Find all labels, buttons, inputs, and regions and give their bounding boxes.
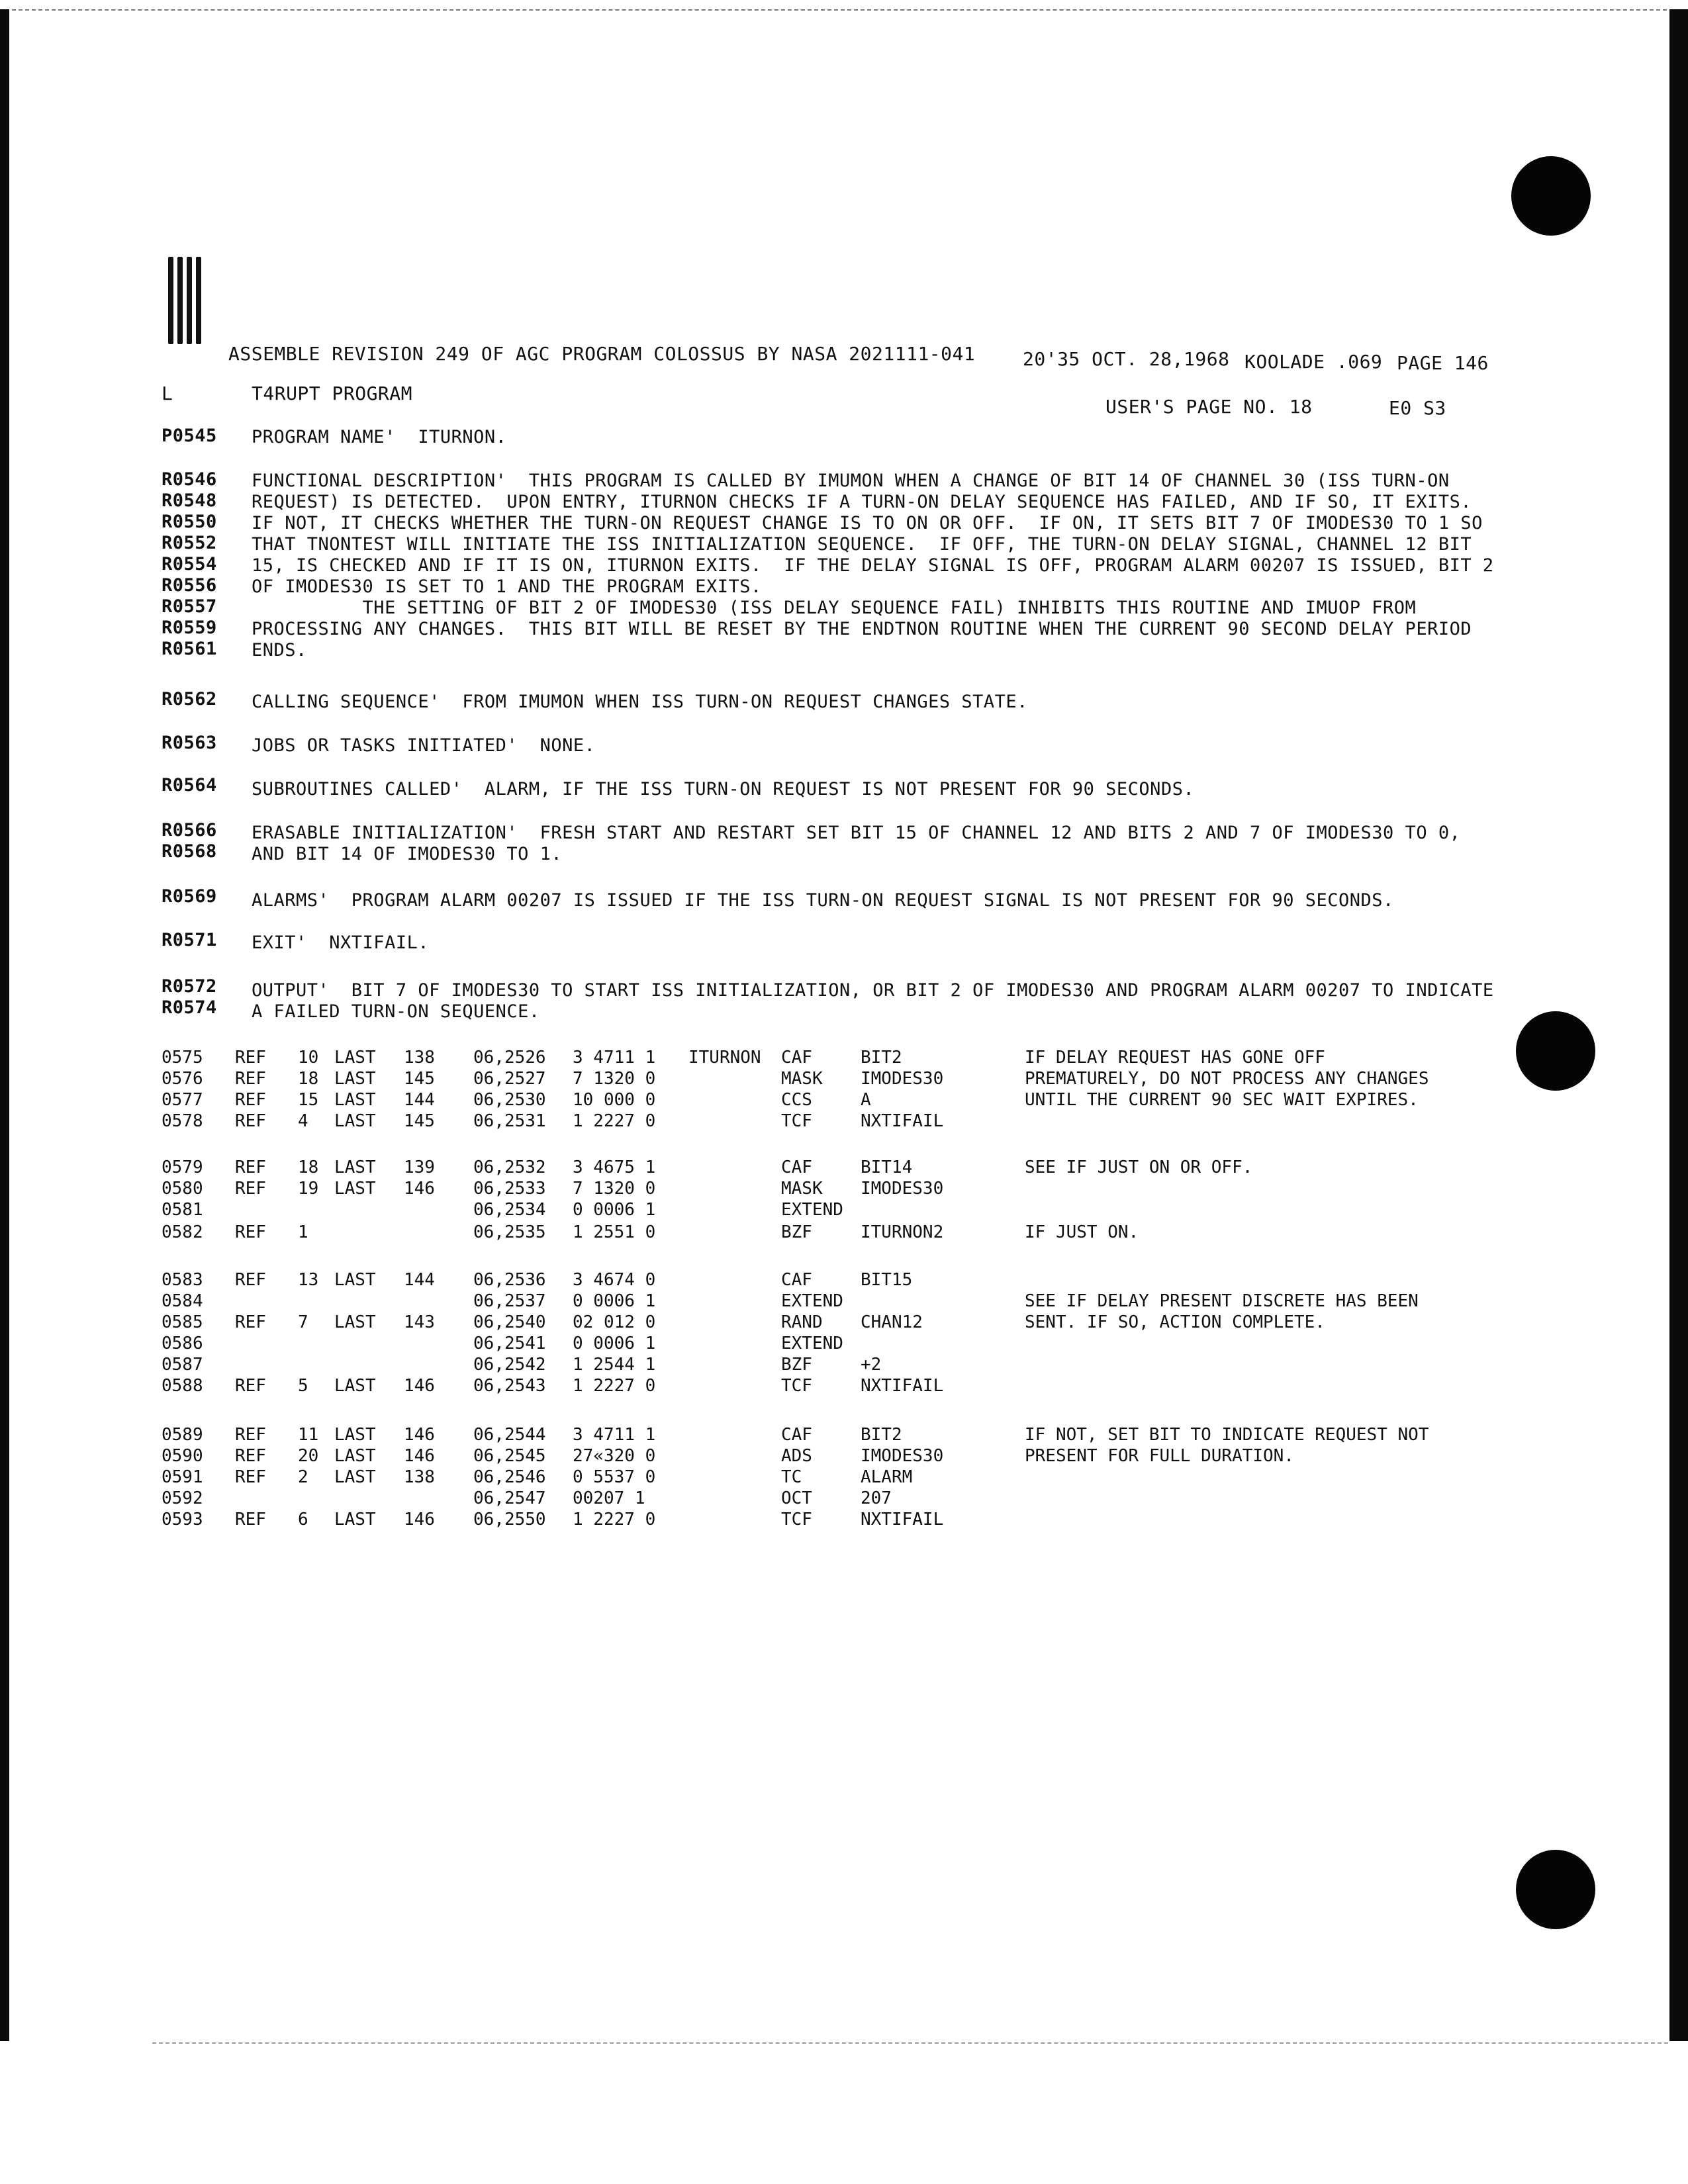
operand: +2 xyxy=(861,1355,882,1375)
octal-word: 1 2227 0 xyxy=(573,1111,656,1131)
opcode: OCT xyxy=(781,1488,812,1508)
description-line: THAT TNONTEST WILL INITIATE THE ISS INITIALIZATION SEQUENCE. IF OFF, THE TURN-ON DELAY SIGNAL, CHANNEL 12 BIT xyxy=(252,534,1472,555)
address: 06,2533 xyxy=(473,1179,546,1199)
ref-marker: REF xyxy=(235,1090,266,1110)
octal-word: 3 4711 1 xyxy=(573,1048,656,1068)
description-line: JOBS OR TASKS INITIATED' NONE. xyxy=(252,735,596,756)
code-comment: SEE IF JUST ON OR OFF. xyxy=(1025,1158,1253,1177)
last-marker: LAST xyxy=(334,1048,376,1068)
description-line: OF IMODES30 IS SET TO 1 AND THE PROGRAM EXITS. xyxy=(252,576,762,597)
opcode: CAF xyxy=(781,1048,812,1068)
last-marker: LAST xyxy=(334,1467,376,1487)
ref-marker: REF xyxy=(235,1048,266,1068)
last-marker: LAST xyxy=(334,1446,376,1466)
octal-word: 02 012 0 xyxy=(573,1312,656,1332)
line-id: R0568 xyxy=(162,841,217,862)
octal-word: 0 5537 0 xyxy=(573,1467,656,1487)
octal-word: 3 4675 1 xyxy=(573,1158,656,1177)
last-marker: LAST xyxy=(334,1510,376,1529)
ref-marker: REF xyxy=(235,1179,266,1199)
line-id: R0561 xyxy=(162,639,217,659)
address: 06,2540 xyxy=(473,1312,546,1332)
last-page: 139 xyxy=(404,1158,435,1177)
line-id: R0562 xyxy=(162,689,217,709)
address: 06,2543 xyxy=(473,1376,546,1396)
ref-marker: REF xyxy=(235,1158,266,1177)
punch-hole-bottom xyxy=(1516,1850,1595,1929)
operand: A xyxy=(861,1090,871,1110)
code-line-number: 0577 xyxy=(162,1090,203,1110)
last-marker: LAST xyxy=(334,1425,376,1445)
last-page: 144 xyxy=(404,1090,435,1110)
koolade-version: KOOLADE .069 xyxy=(1244,351,1383,373)
code-line-number: 0588 xyxy=(162,1376,203,1396)
description-line: PROCESSING ANY CHANGES. THIS BIT WILL BE RESET BY THE ENDTNON ROUTINE WHEN THE CURRENT 90 SECOND DELAY PERIOD xyxy=(252,619,1472,639)
octal-word: 1 2544 1 xyxy=(573,1355,656,1375)
punch-hole-top xyxy=(1511,156,1591,236)
ref-marker: REF xyxy=(235,1510,266,1529)
octal-word: 7 1320 0 xyxy=(573,1069,656,1089)
punch-hole-middle xyxy=(1516,1011,1595,1091)
description-line: THE SETTING OF BIT 2 OF IMODES30 (ISS DELAY SEQUENCE FAIL) INHIBITS THIS ROUTINE AND IMUOP FROM xyxy=(252,598,1417,618)
opcode: EXTEND xyxy=(781,1200,843,1220)
opcode: CAF xyxy=(781,1270,812,1290)
operand: 207 xyxy=(861,1488,892,1508)
opcode: BZF xyxy=(781,1222,812,1242)
code-line-number: 0593 xyxy=(162,1510,203,1529)
octal-word: 27«320 0 xyxy=(573,1446,656,1466)
description-line: ERASABLE INITIALIZATION' FRESH START AND RESTART SET BIT 15 OF CHANNEL 12 AND BITS 2 AND 7 OF IMODES30 TO 0, xyxy=(252,823,1461,843)
line-id: R0548 xyxy=(162,490,217,511)
code-line-number: 0584 xyxy=(162,1291,203,1311)
last-marker: LAST xyxy=(334,1158,376,1177)
address: 06,2544 xyxy=(473,1425,546,1445)
last-page: 146 xyxy=(404,1376,435,1396)
code-line-number: 0590 xyxy=(162,1446,203,1466)
last-page: 146 xyxy=(404,1446,435,1466)
ref-count: 2 xyxy=(298,1467,308,1487)
opcode: MASK xyxy=(781,1069,823,1089)
address: 06,2536 xyxy=(473,1270,546,1290)
operand: IMODES30 xyxy=(861,1179,944,1199)
ref-count: 19 xyxy=(298,1179,319,1199)
last-page: 145 xyxy=(404,1111,435,1131)
ref-marker: REF xyxy=(235,1111,266,1131)
operand: NXTIFAIL xyxy=(861,1376,944,1396)
ref-count: 15 xyxy=(298,1090,319,1110)
line-id: R0564 xyxy=(162,775,217,796)
operand: IMODES30 xyxy=(861,1069,944,1089)
ref-count: 4 xyxy=(298,1111,308,1131)
last-page: 145 xyxy=(404,1069,435,1089)
operand: NXTIFAIL xyxy=(861,1111,944,1131)
top-scan-edge xyxy=(12,9,1667,11)
address: 06,2545 xyxy=(473,1446,546,1466)
bottom-scan-edge xyxy=(152,2042,1668,2044)
description-line: FUNCTIONAL DESCRIPTION' THIS PROGRAM IS CALLED BY IMUMON WHEN A CHANGE OF BIT 14 OF CHANNEL 30 (ISS TURN-ON xyxy=(252,471,1450,491)
description-line: AND BIT 14 OF IMODES30 TO 1. xyxy=(252,844,563,864)
last-page: 146 xyxy=(404,1510,435,1529)
line-id: R0571 xyxy=(162,930,217,950)
code-line-number: 0591 xyxy=(162,1467,203,1487)
code-comment: IF DELAY REQUEST HAS GONE OFF xyxy=(1025,1048,1325,1068)
operand: ALARM xyxy=(861,1467,913,1487)
section-title: T4RUPT PROGRAM xyxy=(252,383,413,404)
ref-count: 18 xyxy=(298,1069,319,1089)
ref-count: 13 xyxy=(298,1270,319,1290)
code-line-number: 0580 xyxy=(162,1179,203,1199)
binder-mark xyxy=(165,257,208,349)
code-comment: UNTIL THE CURRENT 90 SEC WAIT EXPIRES. xyxy=(1025,1090,1419,1110)
line-id: R0566 xyxy=(162,820,217,841)
operand: BIT14 xyxy=(861,1158,913,1177)
ref-marker: REF xyxy=(235,1376,266,1396)
opcode: BZF xyxy=(781,1355,812,1375)
address: 06,2547 xyxy=(473,1488,546,1508)
last-marker: LAST xyxy=(334,1090,376,1110)
eo-marker: E0 S3 xyxy=(1389,397,1446,419)
ref-count: 6 xyxy=(298,1510,308,1529)
opcode: TCF xyxy=(781,1510,812,1529)
left-scan-edge xyxy=(0,9,9,2041)
opcode: TCF xyxy=(781,1376,812,1396)
address: 06,2530 xyxy=(473,1090,546,1110)
log-marker: L xyxy=(162,383,173,404)
octal-word: 0 0006 1 xyxy=(573,1291,656,1311)
address: 06,2526 xyxy=(473,1048,546,1068)
opcode: CAF xyxy=(781,1158,812,1177)
octal-word: 10 000 0 xyxy=(573,1090,656,1110)
opcode: TC xyxy=(781,1467,802,1487)
code-line-number: 0578 xyxy=(162,1111,203,1131)
code-line-number: 0589 xyxy=(162,1425,203,1445)
ref-marker: REF xyxy=(235,1069,266,1089)
code-line-number: 0583 xyxy=(162,1270,203,1290)
code-comment: SENT. IF SO, ACTION COMPLETE. xyxy=(1025,1312,1325,1332)
ref-count: 18 xyxy=(298,1158,319,1177)
last-marker: LAST xyxy=(334,1312,376,1332)
description-line: OUTPUT' BIT 7 OF IMODES30 TO START ISS INITIALIZATION, OR BIT 2 OF IMODES30 AND PROGRAM ALARM 00207 TO INDICATE xyxy=(252,980,1494,1001)
ref-count: 10 xyxy=(298,1048,319,1068)
line-id: R0550 xyxy=(162,512,217,532)
octal-word: 3 4674 0 xyxy=(573,1270,656,1290)
opcode: MASK xyxy=(781,1179,823,1199)
last-page: 144 xyxy=(404,1270,435,1290)
last-marker: LAST xyxy=(334,1111,376,1131)
line-id: R0559 xyxy=(162,617,217,638)
operand: IMODES30 xyxy=(861,1446,944,1466)
octal-word: 0 0006 1 xyxy=(573,1334,656,1353)
operand: BIT2 xyxy=(861,1425,902,1445)
ref-count: 7 xyxy=(298,1312,308,1332)
last-page: 143 xyxy=(404,1312,435,1332)
octal-word: 1 2551 0 xyxy=(573,1222,656,1242)
code-comment: PREMATURELY, DO NOT PROCESS ANY CHANGES xyxy=(1025,1069,1429,1089)
address: 06,2537 xyxy=(473,1291,546,1311)
code-label: ITURNON xyxy=(688,1048,761,1068)
code-line-number: 0581 xyxy=(162,1200,203,1220)
description-line: PROGRAM NAME' ITURNON. xyxy=(252,427,507,447)
ref-marker: REF xyxy=(235,1270,266,1290)
description-line: REQUEST) IS DETECTED. UPON ENTRY, ITURNON CHECKS IF A TURN-ON DELAY SEQUENCE HAS FAILED, AND IF SO, IT EXITS. xyxy=(252,492,1472,512)
users-page-number: USER'S PAGE NO. 18 xyxy=(1105,396,1313,418)
last-marker: LAST xyxy=(334,1179,376,1199)
line-id: R0557 xyxy=(162,596,217,617)
last-page: 138 xyxy=(404,1048,435,1068)
ref-count: 11 xyxy=(298,1425,319,1445)
code-comment: IF JUST ON. xyxy=(1025,1222,1139,1242)
last-marker: LAST xyxy=(334,1069,376,1089)
description-line: CALLING SEQUENCE' FROM IMUMON WHEN ISS TURN-ON REQUEST CHANGES STATE. xyxy=(252,692,1028,712)
operand: CHAN12 xyxy=(861,1312,923,1332)
address: 06,2527 xyxy=(473,1069,546,1089)
description-line: A FAILED TURN-ON SEQUENCE. xyxy=(252,1001,540,1022)
address: 06,2550 xyxy=(473,1510,546,1529)
line-id: R0546 xyxy=(162,469,217,490)
octal-word: 1 2227 0 xyxy=(573,1510,656,1529)
code-line-number: 0585 xyxy=(162,1312,203,1332)
timestamp: 20'35 OCT. 28,1968 xyxy=(1023,348,1230,370)
code-line-number: 0586 xyxy=(162,1334,203,1353)
operand: ITURNON2 xyxy=(861,1222,944,1242)
page-number: PAGE 146 xyxy=(1397,352,1489,374)
operand: NXTIFAIL xyxy=(861,1510,944,1529)
code-line-number: 0582 xyxy=(162,1222,203,1242)
right-scan-edge xyxy=(1669,9,1688,2041)
line-id: R0554 xyxy=(162,554,217,574)
code-line-number: 0592 xyxy=(162,1488,203,1508)
code-line-number: 0575 xyxy=(162,1048,203,1068)
last-page: 138 xyxy=(404,1467,435,1487)
description-line: SUBROUTINES CALLED' ALARM, IF THE ISS TURN-ON REQUEST IS NOT PRESENT FOR 90 SECONDS. xyxy=(252,779,1195,799)
address: 06,2535 xyxy=(473,1222,546,1242)
description-line: 15, IS CHECKED AND IF IT IS ON, ITURNON EXITS. IF THE DELAY SIGNAL IS OFF, PROGRAM ALARM 00207 IS ISSUED, BIT 2 xyxy=(252,555,1494,576)
description-line: IF NOT, IT CHECKS WHETHER THE TURN-ON REQUEST CHANGE IS TO ON OR OFF. IF ON, IT SETS BIT 7 OF IMODES30 TO 1 SO xyxy=(252,513,1483,533)
assemble-header: ASSEMBLE REVISION 249 OF AGC PROGRAM COLOSSUS BY NASA 2021111-041 xyxy=(228,343,976,365)
ref-count: 1 xyxy=(298,1222,308,1242)
opcode: EXTEND xyxy=(781,1334,843,1353)
line-id: R0572 xyxy=(162,976,217,997)
opcode: EXTEND xyxy=(781,1291,843,1311)
ref-count: 5 xyxy=(298,1376,308,1396)
ref-marker: REF xyxy=(235,1312,266,1332)
address: 06,2531 xyxy=(473,1111,546,1131)
ref-marker: REF xyxy=(235,1467,266,1487)
octal-word: 00207 1 xyxy=(573,1488,645,1508)
address: 06,2542 xyxy=(473,1355,546,1375)
line-id: P0545 xyxy=(162,426,217,446)
code-comment: PRESENT FOR FULL DURATION. xyxy=(1025,1446,1294,1466)
opcode: CAF xyxy=(781,1425,812,1445)
opcode: RAND xyxy=(781,1312,823,1332)
ref-count: 20 xyxy=(298,1446,319,1466)
ref-marker: REF xyxy=(235,1446,266,1466)
last-page: 146 xyxy=(404,1425,435,1445)
address: 06,2541 xyxy=(473,1334,546,1353)
octal-word: 3 4711 1 xyxy=(573,1425,656,1445)
line-id: R0569 xyxy=(162,886,217,907)
operand: BIT15 xyxy=(861,1270,913,1290)
line-id: R0556 xyxy=(162,575,217,596)
opcode: ADS xyxy=(781,1446,812,1466)
last-page: 146 xyxy=(404,1179,435,1199)
code-comment: SEE IF DELAY PRESENT DISCRETE HAS BEEN xyxy=(1025,1291,1419,1311)
opcode: TCF xyxy=(781,1111,812,1131)
octal-word: 0 0006 1 xyxy=(573,1200,656,1220)
ref-marker: REF xyxy=(235,1222,266,1242)
description-line: EXIT' NXTIFAIL. xyxy=(252,933,430,953)
last-marker: LAST xyxy=(334,1270,376,1290)
description-line: ENDS. xyxy=(252,640,307,660)
line-id: R0552 xyxy=(162,533,217,553)
address: 06,2546 xyxy=(473,1467,546,1487)
code-line-number: 0579 xyxy=(162,1158,203,1177)
octal-word: 1 2227 0 xyxy=(573,1376,656,1396)
code-line-number: 0576 xyxy=(162,1069,203,1089)
operand: BIT2 xyxy=(861,1048,902,1068)
code-line-number: 0587 xyxy=(162,1355,203,1375)
address: 06,2532 xyxy=(473,1158,546,1177)
code-comment: IF NOT, SET BIT TO INDICATE REQUEST NOT xyxy=(1025,1425,1429,1445)
octal-word: 7 1320 0 xyxy=(573,1179,656,1199)
description-line: ALARMS' PROGRAM ALARM 00207 IS ISSUED IF THE ISS TURN-ON REQUEST SIGNAL IS NOT PRESENT FOR 90 SECONDS. xyxy=(252,890,1394,911)
line-id: R0574 xyxy=(162,997,217,1018)
line-id: R0563 xyxy=(162,733,217,753)
ref-marker: REF xyxy=(235,1425,266,1445)
last-marker: LAST xyxy=(334,1376,376,1396)
opcode: CCS xyxy=(781,1090,812,1110)
address: 06,2534 xyxy=(473,1200,546,1220)
